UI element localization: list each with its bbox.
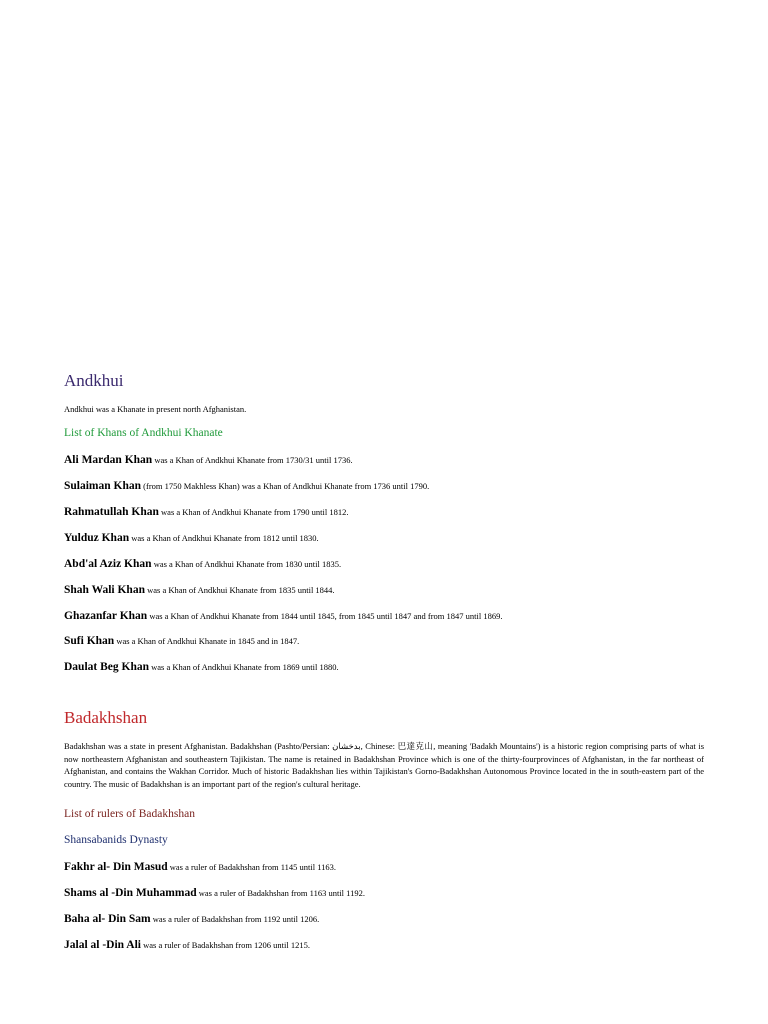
khan-desc: was a Khan of Andkhui Khanate from 1730/31 until 1736. — [152, 455, 353, 465]
ruler-desc: was a ruler of Badakhshan from 1163 until 1192. — [196, 888, 365, 898]
list-item — [64, 504, 348, 519]
khan-desc: was a Khan of Andkhui Khanate from 1844 until 1845, from 1845 until 1847 and from 1847 until 1869. — [147, 611, 503, 621]
badakhshan-heading: Badakhshan — [64, 708, 148, 727]
list-item — [64, 556, 341, 571]
list-item — [64, 859, 336, 874]
list-item — [64, 659, 339, 674]
list-item — [64, 633, 299, 648]
khan-name: Yulduz Khan — [64, 532, 130, 544]
list-item — [64, 530, 319, 545]
ruler-name: Fakhr al- Din Masud — [64, 861, 168, 873]
list-item — [64, 608, 503, 623]
andkhui-heading: Andkhui — [64, 371, 124, 390]
khan-desc: was a Khan of Andkhui Khanate from 1790 until 1812. — [158, 507, 349, 517]
khan-name: Shah Wali Khan — [64, 584, 145, 596]
khan-desc: was a Khan of Andkhui Khanate from 1835 until 1844. — [144, 585, 335, 595]
khan-name: Abd'al Aziz Khan — [64, 558, 152, 570]
list-item — [64, 911, 319, 926]
andkhui-intro: Andkhui was a Khanate in present north Afghanistan. — [64, 404, 247, 414]
khan-name: Sufi Khan — [64, 635, 115, 647]
ruler-name: Shams al -Din Muhammad — [64, 887, 197, 899]
list-item — [64, 885, 365, 900]
khan-desc: (from 1750 Makhless Khan) was a Khan of Andkhui Khanate from 1736 until 1790. — [141, 481, 430, 491]
khan-name: Daulat Beg Khan — [64, 661, 149, 673]
andkhui-list-title: List of Khans of Andkhui Khanate — [64, 427, 223, 439]
badakhshan-paragraph: Badakhshan was a state in present Afghanistan. Badakhshan (Pashto/Persian: بدخشان, Chinese: 巴達克山, meaning 'Badakh Mountains') is a historic region comprising parts of what is now northeastern Afghanistan and southeastern Tajikistan. The name is retained in Badakhshan Province which is one of the thirty-fourprovinces of Afghanistan, in the far northeast of Afghanistan, and contains the Wakhan Corridor. Much of historic Badakhshan lies within Tajikistan's Gorno-Badakhshan Autonomous Province located in the in south-eastern part of the country. The music of Badakhshan is an important part of the region's cultural heritage. — [64, 741, 705, 789]
list-item — [64, 452, 353, 467]
ruler-desc: was a ruler of Badakhshan from 1145 until 1163. — [167, 862, 337, 872]
khan-desc: was a Khan of Andkhui Khanate from 1830 until 1835. — [151, 559, 342, 569]
list-item — [64, 937, 310, 952]
khan-desc: was a Khan of Andkhui Khanate from 1812 until 1830. — [129, 533, 319, 543]
list-item — [64, 582, 335, 597]
khan-desc: was a Khan of Andkhui Khanate in 1845 and in 1847. — [114, 636, 300, 646]
ruler-desc: was a ruler of Badakhshan from 1192 until 1206. — [150, 914, 320, 924]
list-item — [64, 478, 429, 493]
badakhshan-list-title: List of rulers of Badakhshan — [64, 808, 195, 820]
khan-name: Ali Mardan Khan — [64, 454, 153, 466]
ruler-name: Jalal al -Din Ali — [64, 939, 141, 951]
khan-name: Rahmatullah Khan — [64, 506, 159, 518]
khan-desc: was a Khan of Andkhui Khanate from 1869 until 1880. — [149, 662, 339, 672]
khan-name: Sulaiman Khan — [64, 480, 142, 492]
ruler-desc: was a ruler of Badakhshan from 1206 until 1215. — [141, 940, 311, 950]
ruler-name: Baha al- Din Sam — [64, 913, 151, 925]
dynasty-heading: Shansabanids Dynasty — [64, 834, 168, 846]
khan-name: Ghazanfar Khan — [64, 610, 148, 622]
